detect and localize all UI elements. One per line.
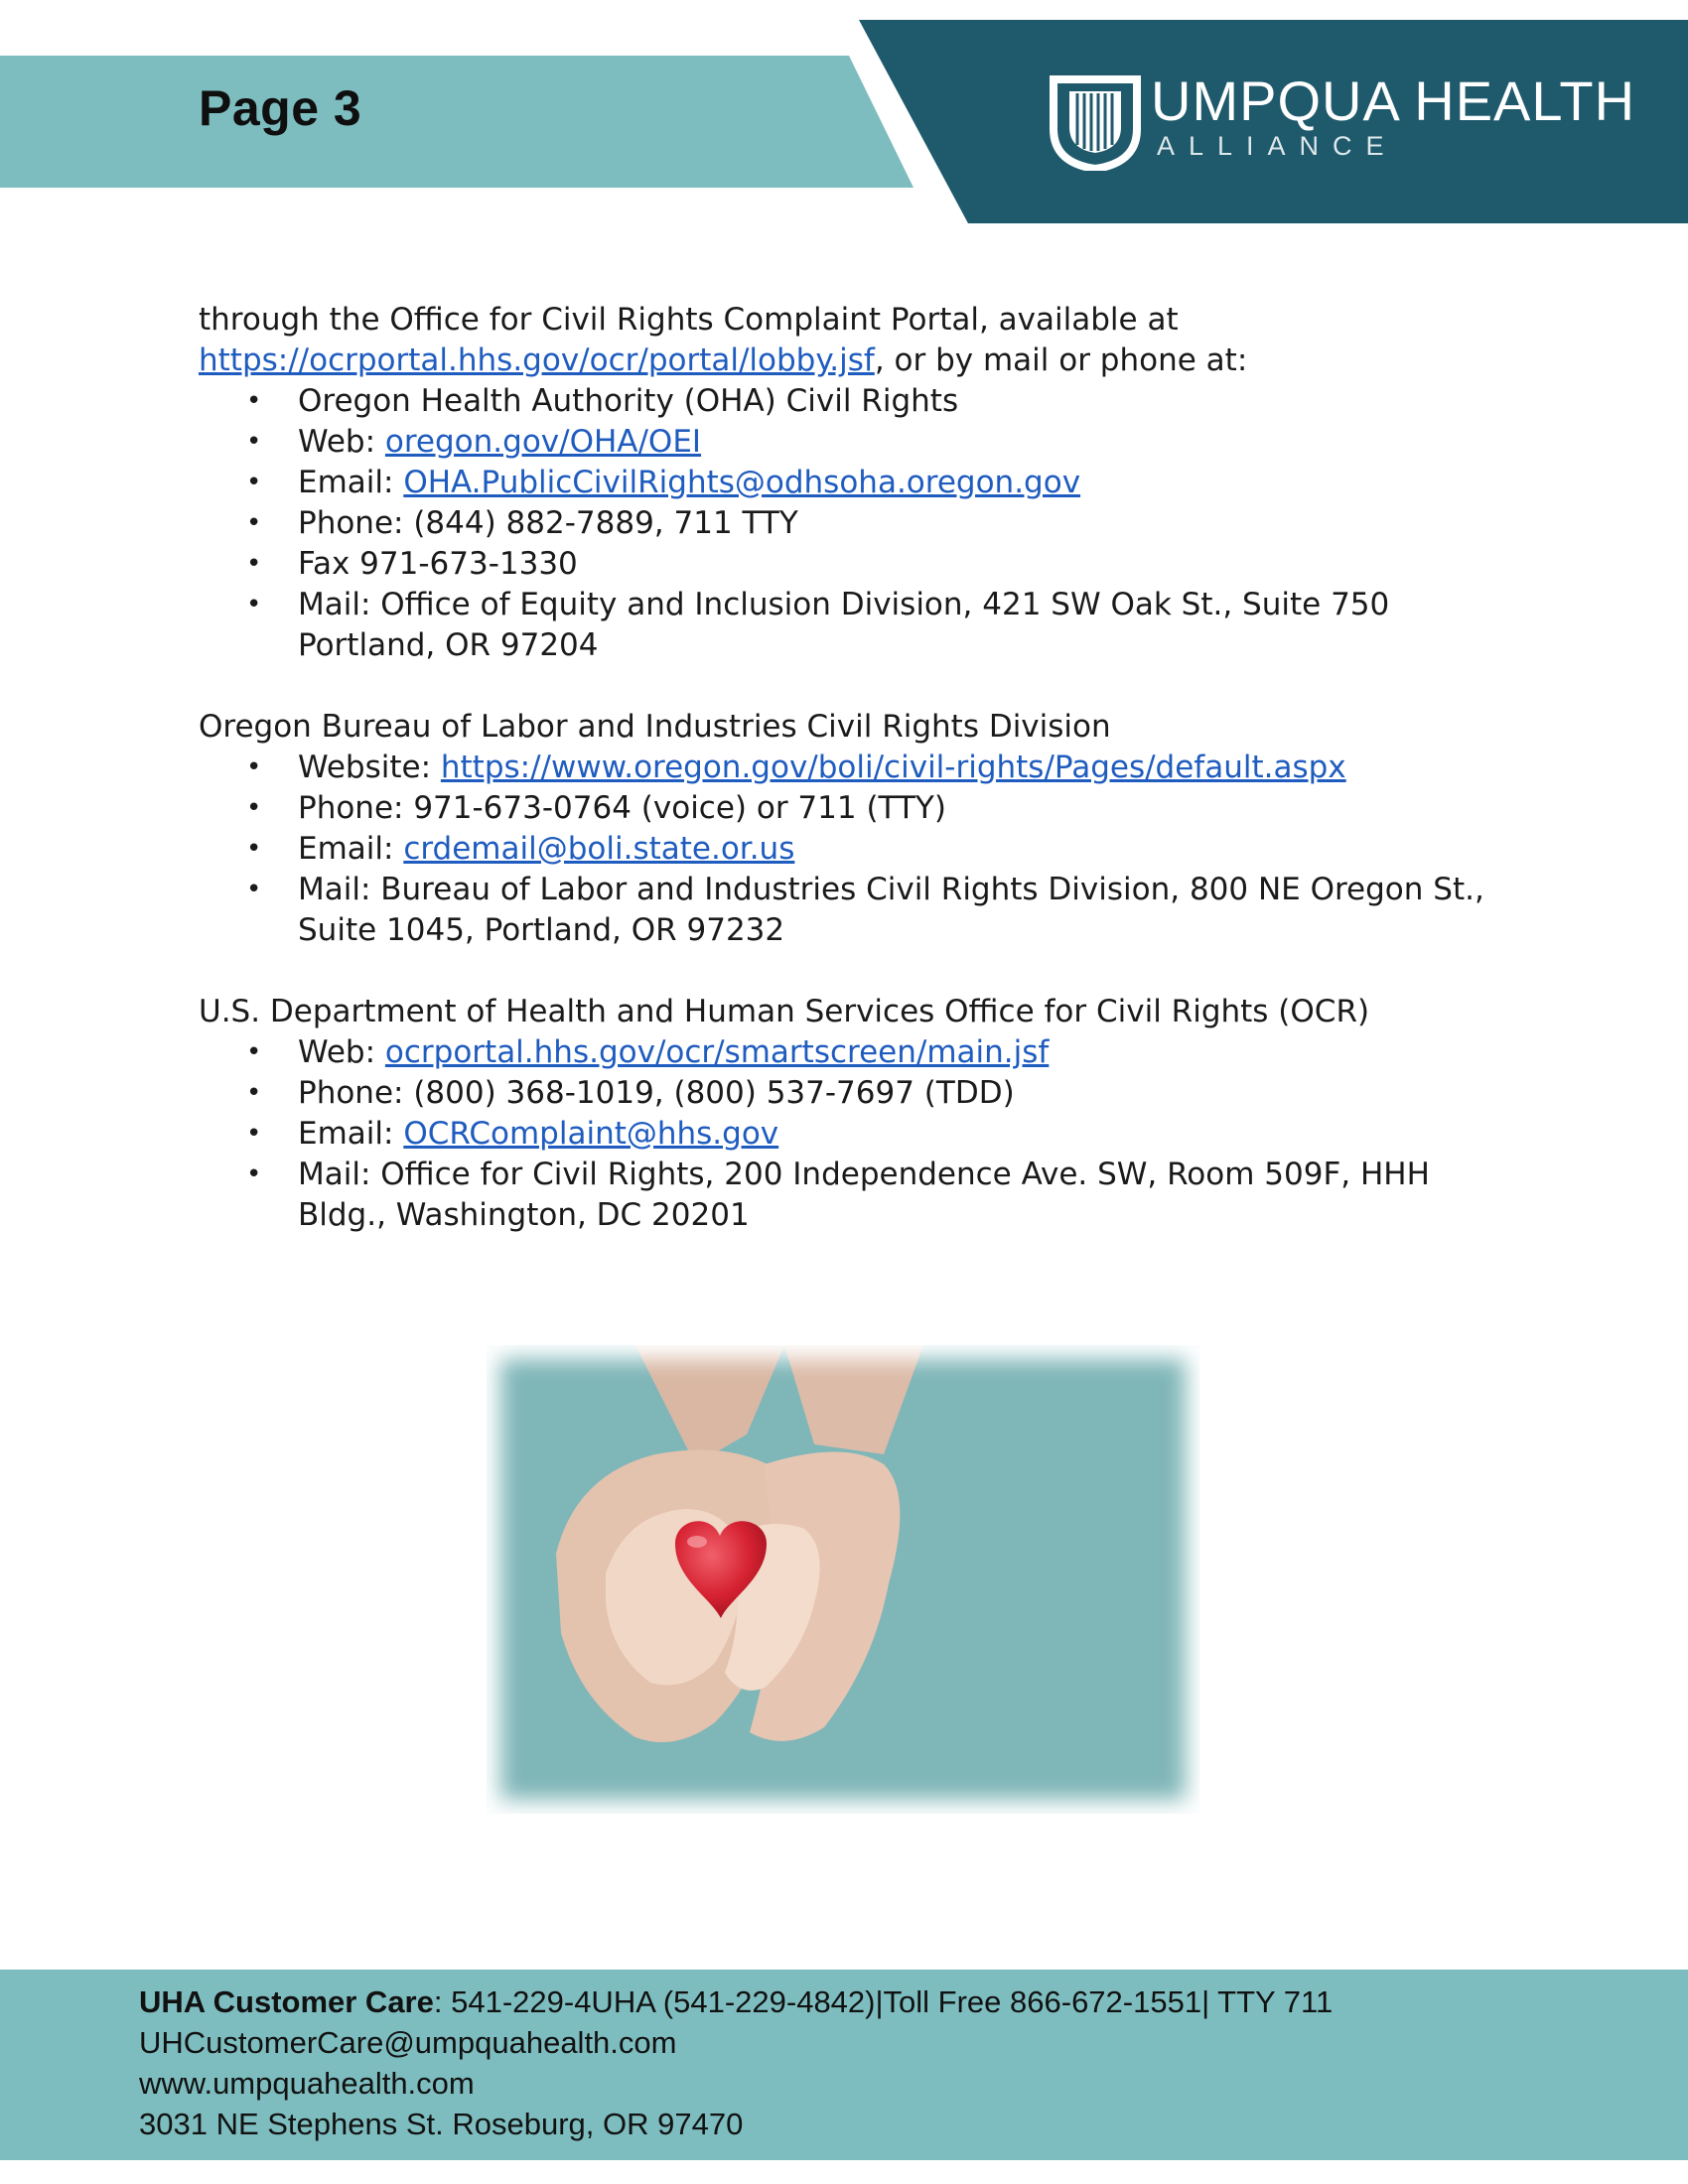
boli-web-link[interactable]: https://www.oregon.gov/boli/civil-rights/Pages/default.aspx xyxy=(440,750,1346,785)
list-item xyxy=(298,748,1519,788)
list-item: • Phone: 971-673-0764 (voice) or 711 (TTY) xyxy=(298,788,1519,829)
boli-web-label: Website: xyxy=(298,750,441,785)
hands-heart-photo xyxy=(487,1345,1199,1814)
boli-heading: Oregon Bureau of Labor and Industries Civil Rights Division xyxy=(199,709,1111,745)
boli-mail-line-2: Suite 1045, Portland, OR 97232 xyxy=(298,912,785,948)
footer xyxy=(0,1970,1688,2160)
footer-website[interactable]: www.umpquahealth.com xyxy=(139,2066,475,2101)
intro-line-2-tail: , or by mail or phone at: xyxy=(874,342,1248,378)
list-item xyxy=(298,463,1519,503)
header-teal-band xyxy=(0,56,914,188)
ocr-mail-line-1: • Mail: Office for Civil Rights, 200 Independence Ave. SW, Room 509F, HHH xyxy=(298,1157,1430,1192)
oha-mail-line-1: • Mail: Office of Equity and Inclusion Division, 421 SW Oak St., Suite 750 xyxy=(298,587,1390,622)
oha-email-link[interactable]: OHA.PublicCivilRights@odhsoha.oregon.gov xyxy=(403,465,1081,500)
list-item xyxy=(298,1032,1519,1073)
list-item xyxy=(298,870,1519,951)
ocr-contact-list xyxy=(199,1032,1519,1236)
oha-web-label: Web: xyxy=(298,424,385,460)
customer-care-label: UHA Customer Care xyxy=(139,1984,434,2019)
list-item xyxy=(298,1114,1519,1155)
ocr-web-link[interactable]: ocrportal.hhs.gov/ocr/smartscreen/main.jsf xyxy=(384,1034,1050,1070)
oha-mail-line-2: Portland, OR 97204 xyxy=(298,627,599,663)
list-item xyxy=(298,829,1519,870)
list-item xyxy=(298,422,1519,463)
ocr-mail-line-2: Bldg., Washington, DC 20201 xyxy=(298,1197,750,1233)
page-content xyxy=(199,300,1519,1236)
footer-contact xyxy=(139,1981,1333,2144)
boli-email-label: Email: xyxy=(298,831,404,867)
list-item: • Fax 971-673-1330 xyxy=(298,544,1519,585)
umpqua-health-logo xyxy=(1048,69,1636,171)
list-item: • Phone: (844) 882-7889, 711 TTY xyxy=(298,503,1519,544)
ocr-email-link[interactable]: OCRComplaint@hhs.gov xyxy=(403,1116,779,1152)
oha-web-link[interactable]: oregon.gov/OHA/OEI xyxy=(384,424,702,460)
footer-email[interactable]: UHCustomerCare@umpquahealth.com xyxy=(139,2025,677,2060)
intro-line-2 xyxy=(199,341,1519,381)
list-item xyxy=(298,585,1519,666)
oha-email-label: Email: xyxy=(298,465,404,500)
ocr-email-label: Email: xyxy=(298,1116,394,1152)
ocr-web-label: Web: xyxy=(298,1034,385,1070)
customer-care-phones: : 541-229-4UHA (541-229-4842)|Toll Free 866-672-1551| TTY 711 xyxy=(433,1984,1334,2019)
logo-shield-icon xyxy=(1048,71,1143,171)
logo-name: UMPQUA HEALTH xyxy=(1151,69,1636,132)
page-label: Page 3 xyxy=(199,80,362,136)
ocr-portal-link[interactable]: https://ocrportal.hhs.gov/ocr/portal/lobby.jsf xyxy=(199,342,875,378)
boli-contact-list xyxy=(199,748,1519,951)
logo-subtitle: ALLIANCE xyxy=(1157,131,1398,161)
list-item: • Oregon Health Authority (OHA) Civil Rights xyxy=(298,381,1519,422)
ocr-heading: U.S. Department of Health and Human Services Office for Civil Rights (OCR) xyxy=(199,994,1370,1029)
footer-address: 3031 NE Stephens St. Roseburg, OR 97470 xyxy=(139,2107,744,2141)
boli-mail-line-1: • Mail: Bureau of Labor and Industries Civil Rights Division, 800 NE Oregon St., xyxy=(298,872,1484,907)
list-item: • Phone: (800) 368-1019, (800) 537-7697 (TDD) xyxy=(298,1073,1519,1114)
customer-care-line xyxy=(139,1981,1333,2022)
intro-line-1: through the Office for Civil Rights Complaint Portal, available at xyxy=(199,302,1179,338)
list-item xyxy=(298,1155,1519,1236)
oha-contact-list xyxy=(199,381,1519,666)
boli-email-link[interactable]: crdemail@boli.state.or.us xyxy=(403,831,795,867)
